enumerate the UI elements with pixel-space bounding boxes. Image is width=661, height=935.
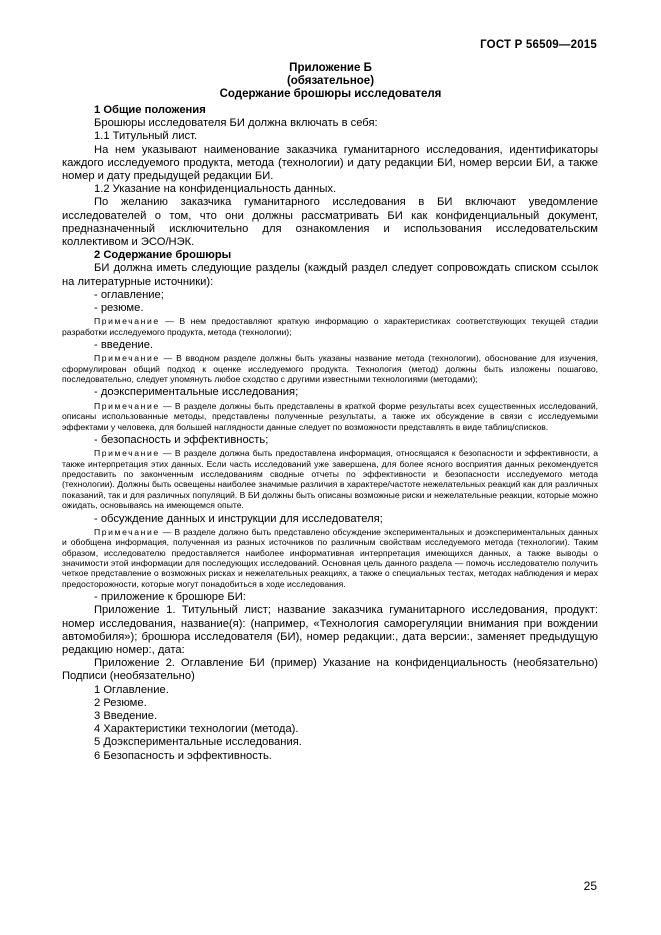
paragraph: По желанию заказчика гуманитарного исследования в БИ включают уведомление исследователей о том, что они должны рассматривать БИ как конфиденциальный документ, предназначенный исключительно для ознакомления и использования исследовательским коллективом и ЭСО/НЭК.	[62, 196, 598, 249]
list-item: 1.1 Титульный лист.	[94, 130, 198, 143]
paragraph: Брошюры исследователя БИ должна включать в себя:	[94, 117, 378, 130]
paragraph: Приложение 1. Титульный лист; название заказчика гуманитарного исследования, продукт: номер исследования, название(я): (например, «Технология саморегуляции внимания при вождении автомобиля»); брошюра исследователя (БИ), номер редакции:, дата версии:, заменяет предыдущую редакцию номер:, дата:	[62, 604, 598, 656]
note	[62, 316, 598, 337]
note-text: — В нем предоставляют краткую информацию о характеристиках соответствующих текущей стадии разработки исследуемого продукта, метода (технологии);	[62, 316, 599, 337]
document-number: ГОСТ Р 56509—2015	[480, 39, 597, 51]
section-heading-2: 2 Содержание брошюры	[94, 249, 232, 262]
note-label: Примечание	[94, 526, 160, 537]
toc-item: 3 Введение.	[94, 710, 158, 723]
note-text: — В разделе должно быть представлено обсуждение экспериментальных и доэкспериментальных данных и обобщена информация, полученная из разных источников по различным свойствам исследуемого метода (технологии). Таким образом, исследователю предоставляется наиболее информативная интерпретация имеющихся данных, а также выводы о значимости этой информации для последующих исследований. Основная цель данного раздела — помочь исследователю получить четкое представление о возможных рисках и нежелательных реакциях, а также о специальных тестах, методах наблюдения и мерах предосторожности, которые могут понадобиться в ходе исследования.	[62, 526, 598, 589]
list-item: - приложение к брошюре БИ:	[94, 591, 246, 604]
appendix-subtitle: Содержание брошюры исследователя	[219, 88, 442, 100]
note-text: — В разделе должны быть представлены в краткой форме результаты всех существенных исследований, описаны использованные методы, представлены полученные результаты, а также их обсуждение в связи с исследуемыми эффектами у человека, для большей наглядности данные следует по возможности представлять в виде таблиц/списков.	[62, 400, 599, 432]
note-label: Примечание	[94, 448, 160, 459]
appendix-title: Приложение Б	[289, 62, 372, 74]
document-body	[62, 104, 598, 763]
appendix-status: (обязательное)	[286, 75, 375, 87]
list-item: - обсуждение данных и инструкции для исследователя;	[94, 512, 383, 525]
list-item: - введение.	[94, 339, 154, 352]
list-item: - оглавление;	[94, 288, 164, 301]
note	[62, 527, 598, 589]
note-text: — В разделе должна быть предоставлена информация, относящаяся к безопасности и эффективности, а также интерпретация этих данных. Если часть исследований уже завершена, для более ясного восприятия данных рекомендуется предоставить по законченным исследованиям сводные отчеты по эффективности и безопасности исследуемого метода (технологии). Должны быть освещены наиболее значимые различия в характере/частоте нежелательных реакций как для различных показаний, так и для различных популяций. В БИ должны быть описаны возможные риски и нежелательные реакции, которые можно ожидать, основываясь на имеющемся опыте.	[62, 448, 598, 511]
list-item: - резюме.	[94, 302, 144, 315]
note-label: Примечание	[94, 400, 160, 411]
paragraph: На нем указывают наименование заказчика гуманитарного исследования, идентификаторы каждого исследуемого продукта, метода (технологии) и дату редакции БИ, номер версии БИ, а также номер и дату предыдущей редакции БИ.	[62, 143, 598, 183]
note	[62, 353, 598, 384]
toc-item: 4 Характеристики технологии (метода).	[94, 723, 299, 736]
note-text: — В вводном разделе должны быть указаны название метода (технологии), обоснование для изучения, сформулирован общий подход к оценке исследуемого продукта. Технология (метод) должны быть изложены пошагово, последовательно, следует упомянуть любое сходство с другими известными технологиями (методами);	[62, 353, 599, 385]
note-label: Примечание	[94, 316, 160, 327]
toc-item: 1 Оглавление.	[94, 683, 169, 696]
list-item: - безопасность и эффективность;	[94, 433, 269, 446]
toc-item: 2 Резюме.	[94, 696, 147, 709]
note	[62, 448, 598, 510]
paragraph: БИ должна иметь следующие разделы (каждый раздел следует сопровождать списком ссылок на литературные источники):	[62, 262, 598, 288]
list-item: - доэкспериментальные исследования;	[94, 386, 299, 399]
note	[62, 401, 598, 432]
list-item: 1.2 Указание на конфиденциальность данных.	[94, 183, 337, 196]
note-label: Примечание	[94, 353, 160, 364]
toc-item: 5 Доэкспериментальные исследования.	[94, 736, 302, 749]
section-heading-1: 1 Общие положения	[94, 104, 206, 116]
page-number: 25	[583, 879, 597, 893]
toc-item: 6 Безопасность и эффективность.	[94, 749, 272, 762]
paragraph: Приложение 2. Оглавление БИ (пример) Указание на конфиденциальность (необязательно) Подписи (необязательно)	[62, 657, 598, 683]
